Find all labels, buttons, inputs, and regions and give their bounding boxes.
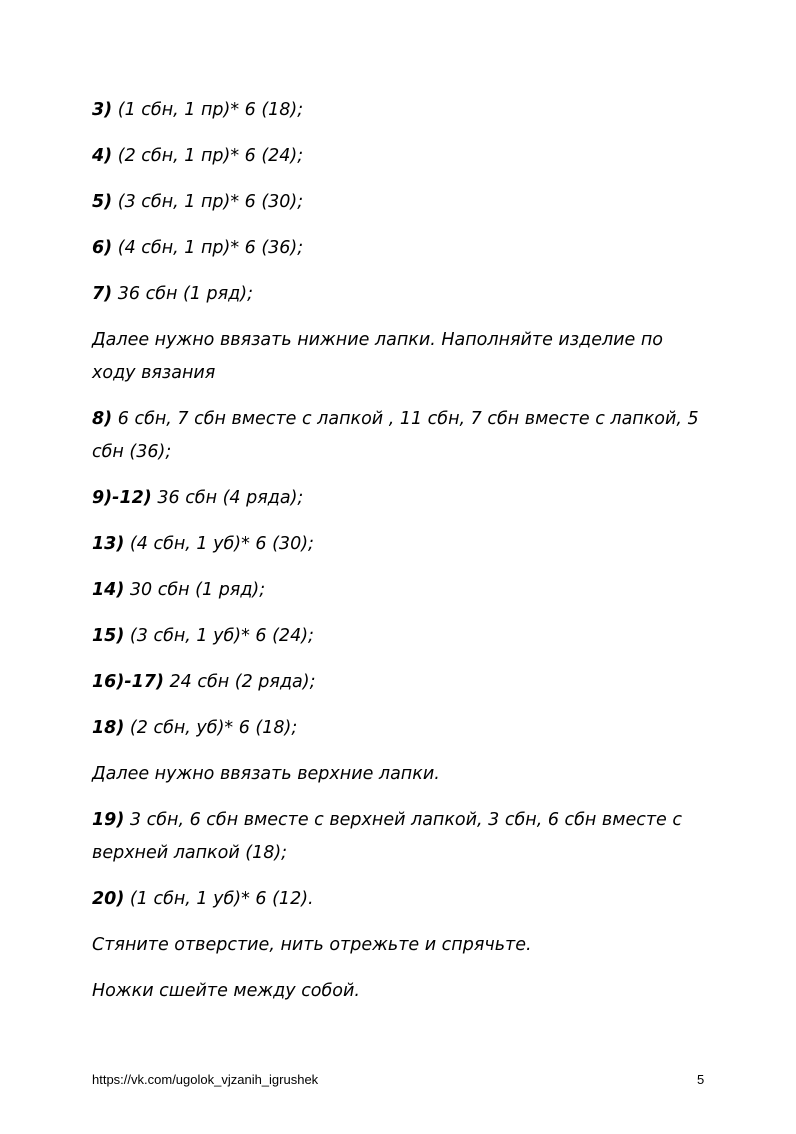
instruction-lower-paws [92,324,712,390]
row-16-17 [92,666,712,699]
row-text: 36 сбн (4 ряда); [151,488,304,508]
row-text: (2 сбн, уб)* 6 (18); [124,718,298,738]
row-number: 6) [92,238,113,258]
row-19 [92,804,712,870]
footer-link[interactable]: https://vk.com/ugolok_vjzanih_igrushek [92,1072,319,1087]
instruction-text: Стяните отверстие, нить отрежьте и спрячьте. [92,935,532,955]
row-9-12 [92,482,712,515]
row-number: 3) [92,100,113,120]
page-number: 5 [697,1072,705,1087]
instruction-sew-legs [92,975,712,1008]
row-text: 36 сбн (1 ряд); [112,284,253,304]
row-7 [92,278,712,311]
instruction-text: Ножки сшейте между собой. [92,981,360,1001]
row-number: 18) [92,718,125,738]
row-number: 7) [92,284,113,304]
row-14 [92,574,712,607]
row-15 [92,620,712,653]
row-5 [92,186,712,219]
row-8 [92,403,712,469]
row-number: 13) [92,534,125,554]
row-text: (3 сбн, 1 уб)* 6 (24); [124,626,314,646]
row-3 [92,94,712,127]
row-text: (2 сбн, 1 пр)* 6 (24); [112,146,304,166]
row-text: 6 сбн, 7 сбн вместе с лапкой , 11 сбн, 7 сбн вместе с лапкой, 5 сбн (36); [92,409,699,462]
row-number: 20) [92,889,125,909]
row-text: (3 сбн, 1 пр)* 6 (30); [112,192,304,212]
row-text: 3 сбн, 6 сбн вместе с верхней лапкой, 3 сбн, 6 сбн вместе с верхней лапкой (18); [92,810,682,863]
instruction-upper-paws [92,758,712,791]
row-20 [92,883,712,916]
row-number: 19) [92,810,125,830]
row-number: 15) [92,626,125,646]
instruction-text: Далее нужно ввязать нижние лапки. Наполняйте изделие по ходу вязания [92,330,664,383]
instruction-text: Далее нужно ввязать верхние лапки. [92,764,440,784]
row-text: (1 сбн, 1 пр)* 6 (18); [112,100,304,120]
row-text: (4 сбн, 1 пр)* 6 (36); [112,238,304,258]
row-text: (4 сбн, 1 уб)* 6 (30); [124,534,314,554]
row-number: 8) [92,409,113,429]
row-text: 30 сбн (1 ряд); [124,580,266,600]
row-13 [92,528,712,561]
instruction-close [92,929,712,962]
document-body [92,94,712,1021]
row-6 [92,232,712,265]
row-text: (1 сбн, 1 уб)* 6 (12). [124,889,314,909]
row-number: 14) [92,580,125,600]
row-number: 5) [92,192,113,212]
row-4 [92,140,712,173]
row-text: 24 сбн (2 ряда); [163,672,316,692]
row-number: 9)-12) [92,488,152,508]
row-number: 4) [92,146,113,166]
row-18 [92,712,712,745]
row-number: 16)-17) [92,672,164,692]
